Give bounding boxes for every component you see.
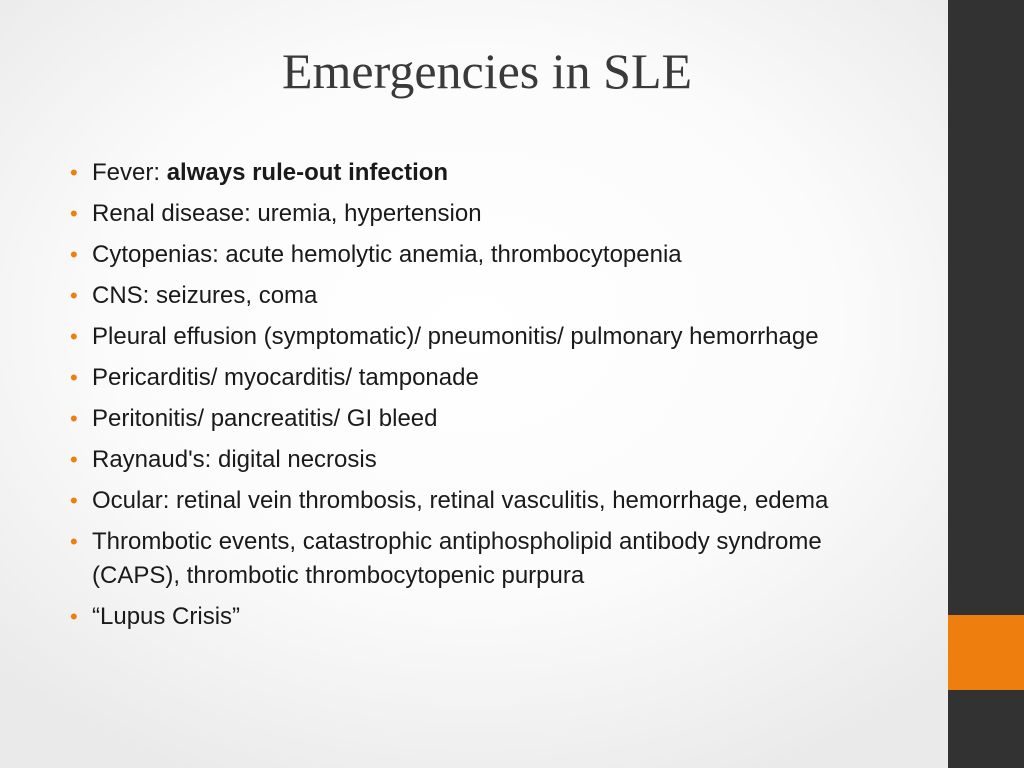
list-item bbox=[70, 238, 900, 272]
list-item bbox=[70, 361, 900, 395]
bullet-icon: • bbox=[70, 365, 78, 390]
bullet-icon: • bbox=[70, 201, 78, 226]
list-item bbox=[70, 600, 900, 634]
item-text: Ocular: retinal vein thrombosis, retinal vasculitis, hemorrhage, edema bbox=[92, 487, 829, 514]
bullet-icon: • bbox=[70, 160, 78, 185]
item-text: “Lupus Crisis” bbox=[92, 603, 241, 630]
item-text: Raynaud's: digital necrosis bbox=[92, 446, 377, 473]
item-text: Thrombotic events, catastrophic antiphospholipid antibody syndrome (CAPS), thrombotic thrombocytopenic purpura bbox=[92, 528, 822, 589]
bullet-icon: • bbox=[70, 406, 78, 431]
item-text: Cytopenias: acute hemolytic anemia, thrombocytopenia bbox=[92, 241, 682, 268]
list-item bbox=[70, 525, 900, 593]
accent-block bbox=[948, 615, 1024, 690]
list-item bbox=[70, 443, 900, 477]
item-emphasis: always rule-out infection bbox=[166, 159, 449, 186]
item-text: Fever: bbox=[92, 159, 167, 186]
item-text: Renal disease: uremia, hypertension bbox=[92, 200, 482, 227]
slide-title: Emergencies in SLE bbox=[281, 43, 693, 99]
bullet-icon: • bbox=[70, 488, 78, 513]
item-text: Pericarditis/ myocarditis/ tamponade bbox=[92, 364, 479, 391]
bullet-icon: • bbox=[70, 324, 78, 349]
list-item bbox=[70, 197, 900, 231]
bullet-icon: • bbox=[70, 447, 78, 472]
sidebar-bar bbox=[948, 0, 1024, 768]
list-item bbox=[70, 484, 900, 518]
item-text: CNS: seizures, coma bbox=[92, 282, 318, 309]
bullet-icon: • bbox=[70, 242, 78, 267]
item-text: Pleural effusion (symptomatic)/ pneumonitis/ pulmonary hemorrhage bbox=[92, 323, 819, 350]
bullet-icon: • bbox=[70, 283, 78, 308]
item-text: Peritonitis/ pancreatitis/ GI bleed bbox=[92, 405, 438, 432]
list-item bbox=[70, 279, 900, 313]
list-item bbox=[70, 402, 900, 436]
bullet-icon: • bbox=[70, 529, 78, 554]
list-item bbox=[70, 156, 900, 190]
bullet-list bbox=[70, 156, 900, 641]
bullet-icon: • bbox=[70, 604, 78, 629]
list-item bbox=[70, 320, 900, 354]
